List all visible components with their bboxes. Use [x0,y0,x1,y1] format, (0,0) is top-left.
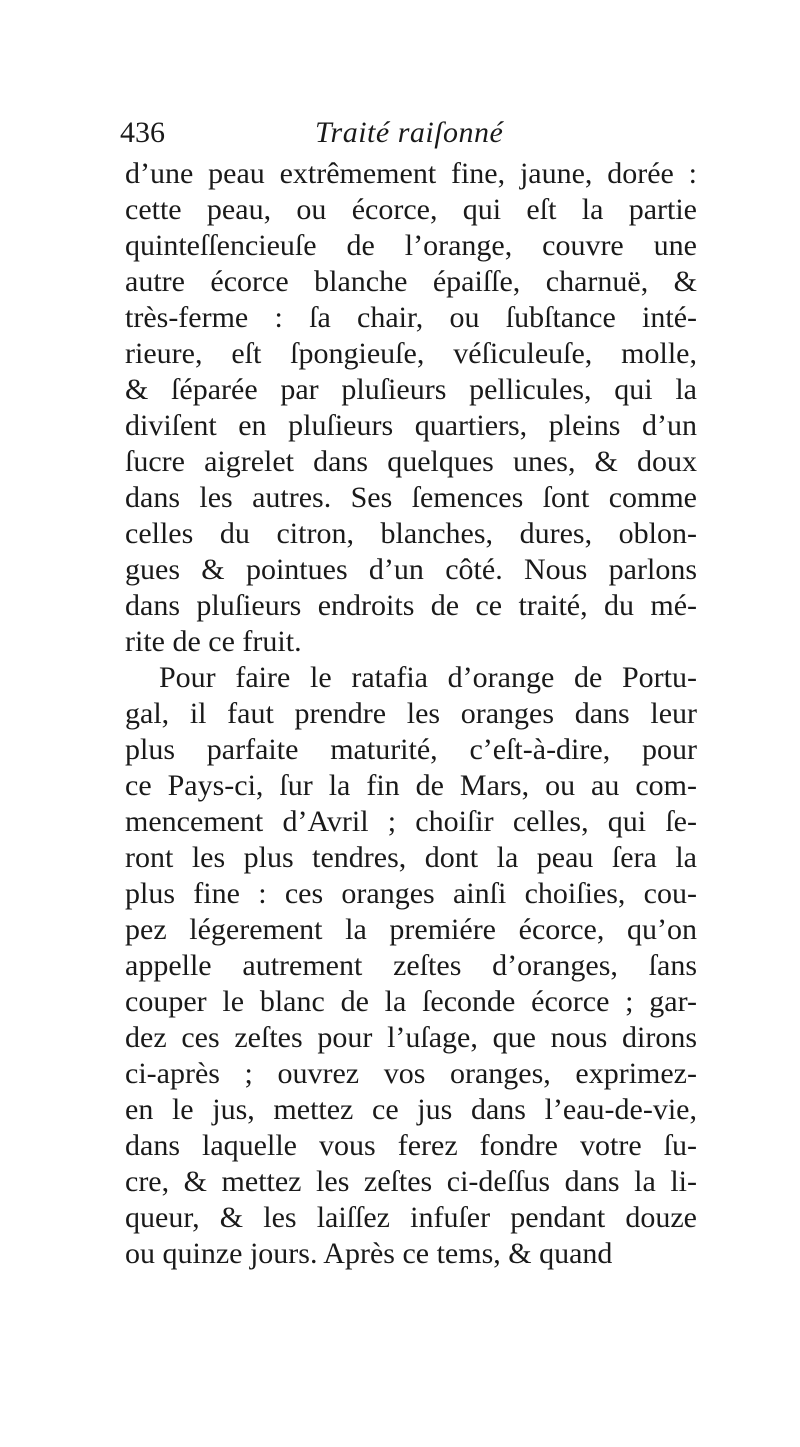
text-line: en le jus, mettez ce jus dans l’eau-de-vie, [125,1093,697,1126]
text-line: appelle autrement zeſtes d’oranges, ſans [125,949,697,982]
text-line: ci-après ; ouvrez vos oranges, exprimez- [125,1057,697,1090]
text-line: ront les plus tendres, dont la peau ſera la [125,841,697,874]
text-line: rieure, eſt ſpongieuſe, véſiculeuſe, molle, [125,337,697,370]
text-line: d’une peau extrêmement fine, jaune, dorée : [125,157,697,190]
body-text [125,156,697,1272]
text-line: diviſent en pluſieurs quartiers, pleins d’un [125,409,697,442]
text-line: pez légerement la premiére écorce, qu’on [125,913,697,946]
text-line: rite de ce fruit. [125,625,302,658]
text-line: plus parfaite maturité, c’eſt-à-dire, pour [125,733,697,766]
text-line: dans laquelle vous ferez fondre votre ſu- [125,1129,697,1162]
running-title: Traité raiſonné [315,116,504,149]
text-line: ſucre aigrelet dans quelques unes, & doux [125,445,697,478]
text-line: celles du citron, blanches, dures, oblon- [125,517,697,550]
text-line: plus fine : ces oranges ainſi choiſies, cou- [125,877,697,910]
text-line: mencement d’Avril ; choiſir celles, qui ſe- [125,805,697,838]
text-line: & ſéparée par pluſieurs pellicules, qui la [125,373,697,406]
paragraph [125,660,697,1272]
text-line: dans pluſieurs endroits de ce traité, du mé- [125,589,697,622]
text-line: queur, & les laiſſez infuſer pendant douze [125,1201,697,1234]
text-line: dans les autres. Ses ſemences ſont comme [125,481,697,514]
text-line: couper le blanc de la ſeconde écorce ; gar- [125,985,697,1018]
page-number: 436 [120,116,165,149]
running-head [120,116,700,156]
text-line: quinteſſencieuſe de l’orange, couvre une [125,229,697,262]
text-line: gues & pointues d’un côté. Nous parlons [125,553,697,586]
text-line: dez ces zeſtes pour l’uſage, que nous dirons [125,1021,697,1054]
paragraph [125,156,697,660]
text-line: ou quinze jours. Après ce tems, & quand [125,1237,613,1270]
text-line: autre écorce blanche épaiſſe, charnuë, & [125,265,697,298]
text-line: très-ferme : ſa chair, ou ſubſtance inté- [125,301,697,334]
text-line: ce Pays-ci, ſur la fin de Mars, ou au com- [125,769,697,802]
text-line: gal, il faut prendre les oranges dans leur [125,697,697,730]
text-line: cre, & mettez les zeſtes ci-deſſus dans la li- [125,1165,697,1198]
text-line: Pour faire le ratafia d’orange de Portu- [159,661,697,694]
text-line: cette peau, ou écorce, qui eſt la partie [125,193,697,226]
